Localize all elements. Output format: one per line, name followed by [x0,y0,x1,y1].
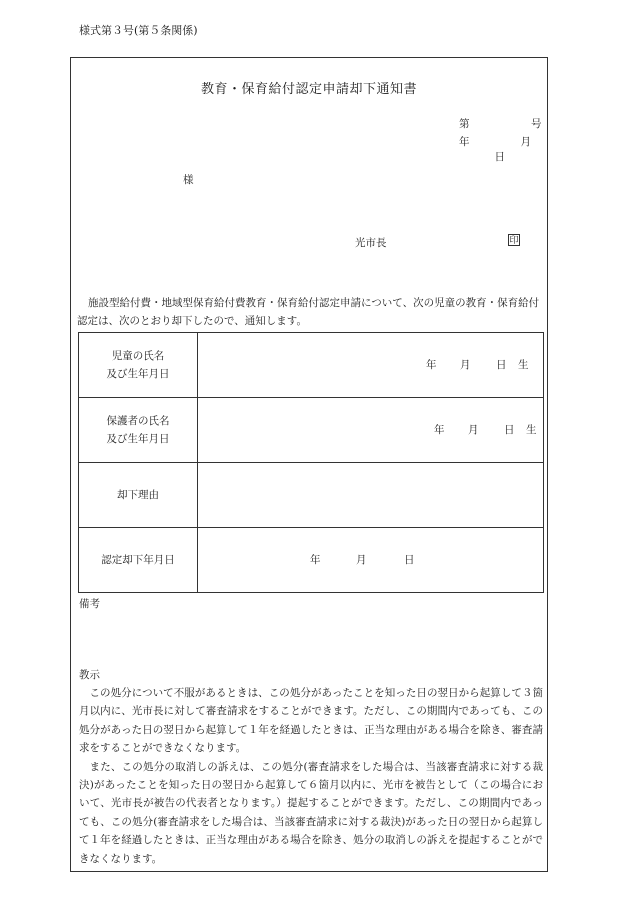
issue-number-suffix: 号 [531,118,542,130]
issue-date [459,134,547,164]
guardian-label [79,398,198,463]
table-row-guardian [79,398,544,463]
notice-text [79,684,543,868]
document-title: 教育・保育給付認定申請却下通知書 [200,82,417,97]
table-row-reason [79,463,544,528]
issue-month: 月 [520,136,531,148]
intro-text [77,294,543,330]
issue-day: 日 [494,151,505,163]
reason-label: 却下理由 [79,463,198,528]
issuer-name: 光市長 [355,237,387,249]
guardian-dob-month: 月 [468,424,479,436]
child-dob-born: 生 [518,359,529,371]
intro-body: 施設型給付費・地域型保育給付費教育・保育給付認定申請について、次の児童の教育・保育給付認定は、次のとおり却下したので、通知します。 [77,297,540,327]
guardian-dob-year: 年 [434,424,445,436]
seal-mark: 印 [509,236,519,246]
reject-date [310,552,415,567]
guardian-dob [434,422,537,437]
form-number: 様式第３号(第５条関係) [79,24,198,37]
child-dob-day: 日 [496,359,507,371]
guardian-dob-born: 生 [526,424,537,436]
guardian-label-line-2: 及び生年月日 [106,433,170,445]
notice-label: 教示 [79,669,100,681]
child-label-line-2: 及び生年月日 [106,368,170,380]
table-row-child [79,333,544,398]
notice-paragraph-1: この処分について不服があるときは、この処分があったことを知った日の翌日から起算して３箇月以内に、光市長に対して審査請求をすることができます。ただし、この期間内であっても、この処分があった日の翌日から起算して１年を経過したときは、正当な理由がある場合を除き、審査請求をすることができなくなります。 [79,687,543,755]
guardian-value-cell[interactable] [198,398,544,463]
document-frame [70,57,548,872]
child-dob-month: 月 [460,359,471,371]
reject-date-year: 年 [310,554,321,566]
remarks-label: 備考 [79,598,100,610]
reject-date-cell[interactable] [198,528,544,593]
reject-date-label: 認定却下年月日 [79,528,198,593]
table-row-reject-date [79,528,544,593]
child-value-cell[interactable] [198,333,544,398]
notice-paragraph-2: また、この処分の取消しの訴えは、この処分(審査請求をした場合は、当該審査請求に対する裁決)があったことを知った日の翌日から起算して６箇月以内に、光市を被告として（この場合において、光市長が被告の代表者となります。）提起することができます。ただし、この期間内であっても、この処分(審査請求をした場合は、当該審査請求に対する裁決)があった日の翌日から起算して１年を経過したときは、正当な理由がある場合を除き、処分の取消しの訴えを提起することができなくなります。 [79,760,543,865]
reject-date-day: 日 [404,554,415,566]
recipient-suffix: 様 [183,174,194,186]
child-label-line-1: 児童の氏名 [111,350,165,362]
issue-number-prefix: 第 [459,118,470,130]
reason-value-cell[interactable] [198,463,544,528]
reject-date-month: 月 [356,554,367,566]
issue-year: 年 [459,136,470,148]
child-label [79,333,198,398]
child-dob [426,357,529,372]
info-table [78,332,544,593]
child-dob-year: 年 [426,359,437,371]
guardian-dob-day: 日 [504,424,515,436]
guardian-label-line-1: 保護者の氏名 [106,415,170,427]
